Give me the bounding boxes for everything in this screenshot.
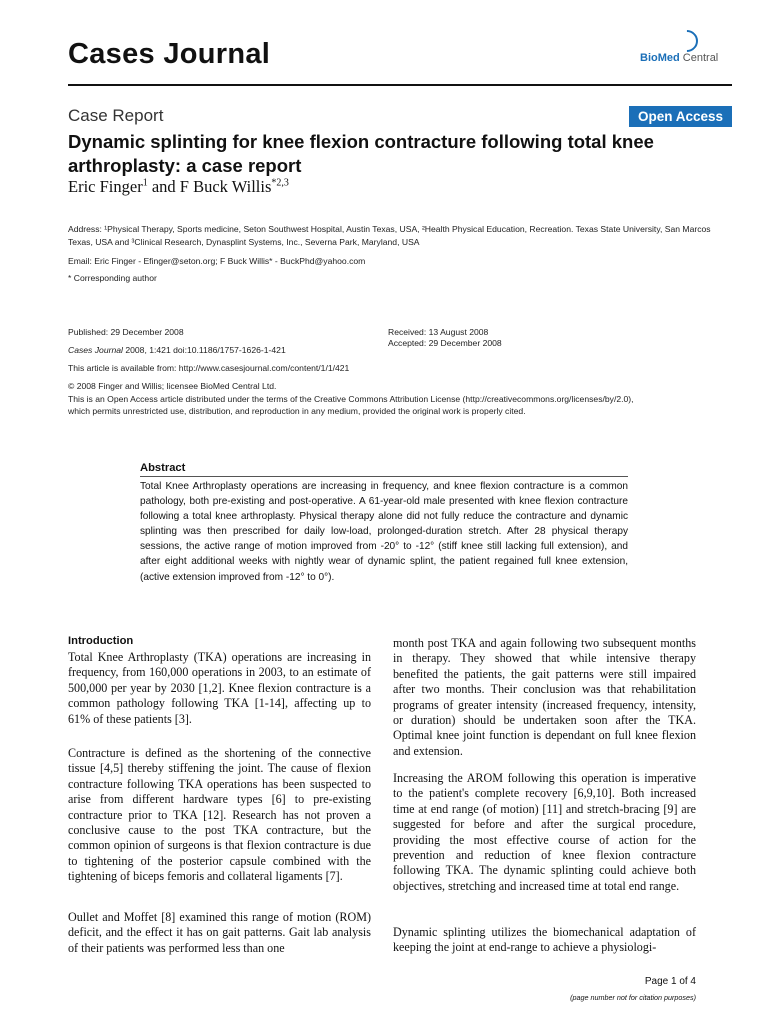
license-text-line-1[interactable]: This is an Open Access article distributed under the terms of the Creative Commons Attribution License (http://creativecommons.org/licenses/by/2.0), <box>68 394 634 404</box>
citation-journal: Cases Journal <box>68 345 123 355</box>
author-1[interactable]: Eric Finger <box>68 177 143 196</box>
right-column-paragraph-2: Increasing the AROM following this operation is imperative to the patient's complete recovery [6,9,10]. Both increased time at end range (of motion) [11] and stretch-bracing [9] are suggested for before and after the surgical procedure, providing the most effective course of action for the prevention and reduction of knee flexion contracture following TKA. The dynamic splinting could achieve both objectives, stretching and increased time at total end range. <box>393 771 696 893</box>
author-list <box>68 177 289 197</box>
author-2-affiliation: *2,3 <box>271 177 289 189</box>
article-title: Dynamic splinting for knee flexion contracture following total knee arthroplasty: a case report <box>68 131 654 176</box>
citation-line <box>68 344 286 357</box>
logo-biomed-text: BioMed <box>640 52 680 64</box>
right-column-paragraph-3: Dynamic splinting utilizes the biomechanical adaptation of keeping the joint at end-range to achieve a physiologi- <box>393 925 696 955</box>
introduction-heading: Introduction <box>68 635 134 647</box>
citation-doi[interactable]: 2008, 1:421 doi:10.1186/1757-1626-1-421 <box>122 345 286 355</box>
corresponding-author-note: * Corresponding author <box>68 273 157 283</box>
article-type: Case Report <box>68 106 164 125</box>
article-url[interactable]: This article is available from: http://www.casesjournal.com/content/1/1/421 <box>68 363 350 373</box>
author-2[interactable]: and F Buck Willis <box>147 177 272 196</box>
published-date: Published: 29 December 2008 <box>68 327 184 337</box>
biomed-central-logo <box>640 30 732 72</box>
open-access-badge: Open Access <box>629 106 732 127</box>
right-column-paragraph-1: month post TKA and again following two subsequent months in therapy. They showed that while intensive therapy benefited the patients, the gait patterns were still impaired after two months. Their conclusion was that rehabilitation programs of greater intensity (increased frequency, intensity, or duration) should be undertaken soon after the TKA. Optimal knee joint function is dependant on full knee flexion and extension. <box>393 636 696 758</box>
accepted-date: Accepted: 29 December 2008 <box>388 338 502 348</box>
journal-title: Cases Journal <box>68 38 271 70</box>
logo-central-text: Central <box>679 52 719 64</box>
page-number-note: (page number not for citation purposes) <box>570 993 696 1002</box>
abstract-divider <box>140 476 628 477</box>
intro-paragraph-2: Contracture is defined as the shortening of the connective tissue [4,5] thereby stiffening the joint. The cause of flexion contracture following TKA operations has been suspected to arise from different hardware types [6] to pre-existing contracture prior to TKA [12]. Research has not proven a conclusive cause to the post TKA contracture, but the common opinion of surgeons is that flexion contracture is due to tightening of the posterior capsule combined with the tightening of biceps femoris and collateral ligaments [7]. <box>68 746 371 884</box>
abstract-heading: Abstract <box>140 462 186 474</box>
copyright-notice: © 2008 Finger and Willis; licensee BioMed Central Ltd. <box>68 381 277 391</box>
intro-paragraph-3: Oullet and Moffet [8] examined this range of motion (ROM) deficit, and the effect it has on gait patterns. Gait lab analysis of their patients was performed less than one <box>68 910 371 955</box>
received-date: Received: 13 August 2008 <box>388 327 489 337</box>
author-1-affiliation: 1 <box>142 177 148 189</box>
affiliation-address: Address: ¹Physical Therapy, Sports medicine, Seton Southwest Hospital, Austin Texas, USA, ²Health Physical Education, Recreation. Texas State University, San Marcos Texas, USA and ³Clinical Research, Dynasplint Systems, Inc., Severna Park, Maryland, USA <box>68 224 711 247</box>
abstract-text: Total Knee Arthroplasty operations are increasing in frequency, and knee flexion contracture is a common pathology, both pre-existing and post-operative. A 61-year-old male presented with knee flexion contracture following a total knee arthroplasty. Physical therapy alone did not fully reduce the contracture and dynamic splinting was then prescribed for daily low-load, prolonged-duration stretch. After 28 physical therapy sessions, the active range of motion improved from -20° to -12° (stiff knee still lacking full extension), and after eight additional weeks with nightly wear of dynamic splint, the patient regained full knee extension, (active extension improved from -12° to 0°). <box>140 481 628 583</box>
masthead-divider <box>68 84 732 86</box>
author-emails[interactable]: Email: Eric Finger - Efinger@seton.org; F Buck Willis* - BuckPhd@yahoo.com <box>68 256 366 266</box>
intro-paragraph-1: Total Knee Arthroplasty (TKA) operations are increasing in frequency, from 160,000 operations in 2003, to an estimate of 500,000 per year by 2030 [1,2]. Knee flexion contracture is a common pathology following TKA [1-14], affecting up to 61% of these patients [3]. <box>68 650 371 726</box>
license-text-line-2: which permits unrestricted use, distribution, and reproduction in any medium, provided the original work is properly cited. <box>68 406 526 416</box>
page-number: Page 1 of 4 <box>644 976 696 987</box>
